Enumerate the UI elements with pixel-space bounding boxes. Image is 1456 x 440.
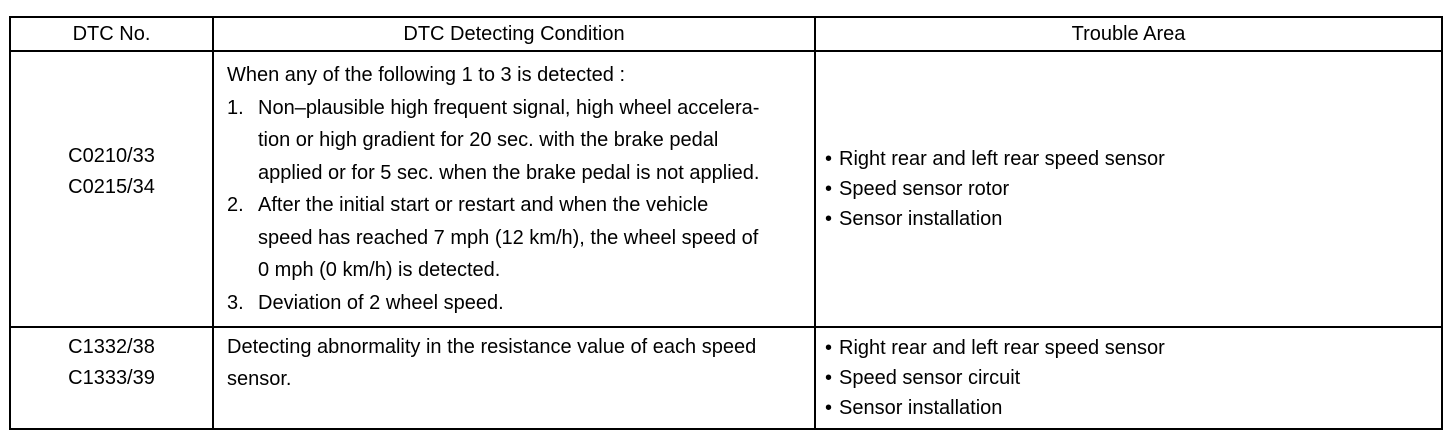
condition-line: Non–plausible high frequent signal, high wheel accelera- <box>258 96 760 119</box>
table-row <box>10 327 1442 429</box>
list-number: 1. <box>227 96 244 119</box>
list-item <box>825 333 1441 363</box>
trouble-area-cell <box>815 327 1442 429</box>
table-header-row <box>10 17 1442 51</box>
trouble-area-item: Speed sensor rotor <box>839 178 1010 200</box>
trouble-area-item: Sensor installation <box>839 208 1003 230</box>
bullet-icon: • <box>825 367 833 389</box>
list-item <box>825 144 1441 174</box>
bullet-icon: • <box>825 208 833 230</box>
list-item <box>227 287 804 320</box>
header-dtc-no: DTC No. <box>10 17 213 51</box>
condition-list <box>227 92 804 320</box>
condition-line: speed has reached 7 mph (12 km/h), the wheel speed of <box>258 226 759 249</box>
trouble-area-cell <box>815 51 1442 327</box>
condition-line: applied or for 5 sec. when the brake pedal is not applied. <box>258 161 760 184</box>
trouble-area-list <box>825 333 1441 423</box>
trouble-area-item: Right rear and left rear speed sensor <box>839 337 1165 359</box>
detecting-condition-cell <box>213 51 815 327</box>
dtc-table <box>9 16 1443 430</box>
list-number: 2. <box>227 194 244 216</box>
condition-line: After the initial start or restart and when the vehicle <box>258 194 709 216</box>
dtc-code: C0215/34 <box>68 176 155 198</box>
condition-line: tion or high gradient for 20 sec. with the brake pedal <box>258 129 719 151</box>
condition-intro: When any of the following 1 to 3 is detected : <box>227 64 626 86</box>
trouble-area-item: Right rear and left rear speed sensor <box>839 148 1165 170</box>
dtc-code-cell <box>10 327 213 429</box>
trouble-area-item: Speed sensor circuit <box>839 367 1021 389</box>
list-item <box>227 92 804 190</box>
dtc-code-cell <box>10 51 213 327</box>
dtc-code: C1333/39 <box>68 367 155 389</box>
list-item <box>825 204 1441 234</box>
list-item <box>825 393 1441 423</box>
detecting-condition-cell <box>213 327 815 429</box>
condition-line: sensor. <box>227 368 292 390</box>
bullet-icon: • <box>825 178 833 200</box>
list-item <box>825 363 1441 393</box>
condition-line: Detecting abnormality in the resistance value of each speed <box>227 336 757 358</box>
trouble-area-list <box>825 144 1441 234</box>
trouble-area-item: Sensor installation <box>839 397 1003 419</box>
dtc-code: C1332/38 <box>68 336 155 358</box>
list-item <box>227 189 804 287</box>
header-trouble-area: Trouble Area <box>815 17 1442 51</box>
condition-line: Deviation of 2 wheel speed. <box>258 291 504 314</box>
bullet-icon: • <box>825 397 833 419</box>
bullet-icon: • <box>825 148 833 170</box>
dtc-code: C0210/33 <box>68 145 155 167</box>
condition-line: 0 mph (0 km/h) is detected. <box>258 259 501 281</box>
list-item <box>825 174 1441 204</box>
bullet-icon: • <box>825 337 833 359</box>
header-detecting-condition: DTC Detecting Condition <box>213 17 815 51</box>
table-row <box>10 51 1442 327</box>
list-number: 3. <box>227 291 244 314</box>
